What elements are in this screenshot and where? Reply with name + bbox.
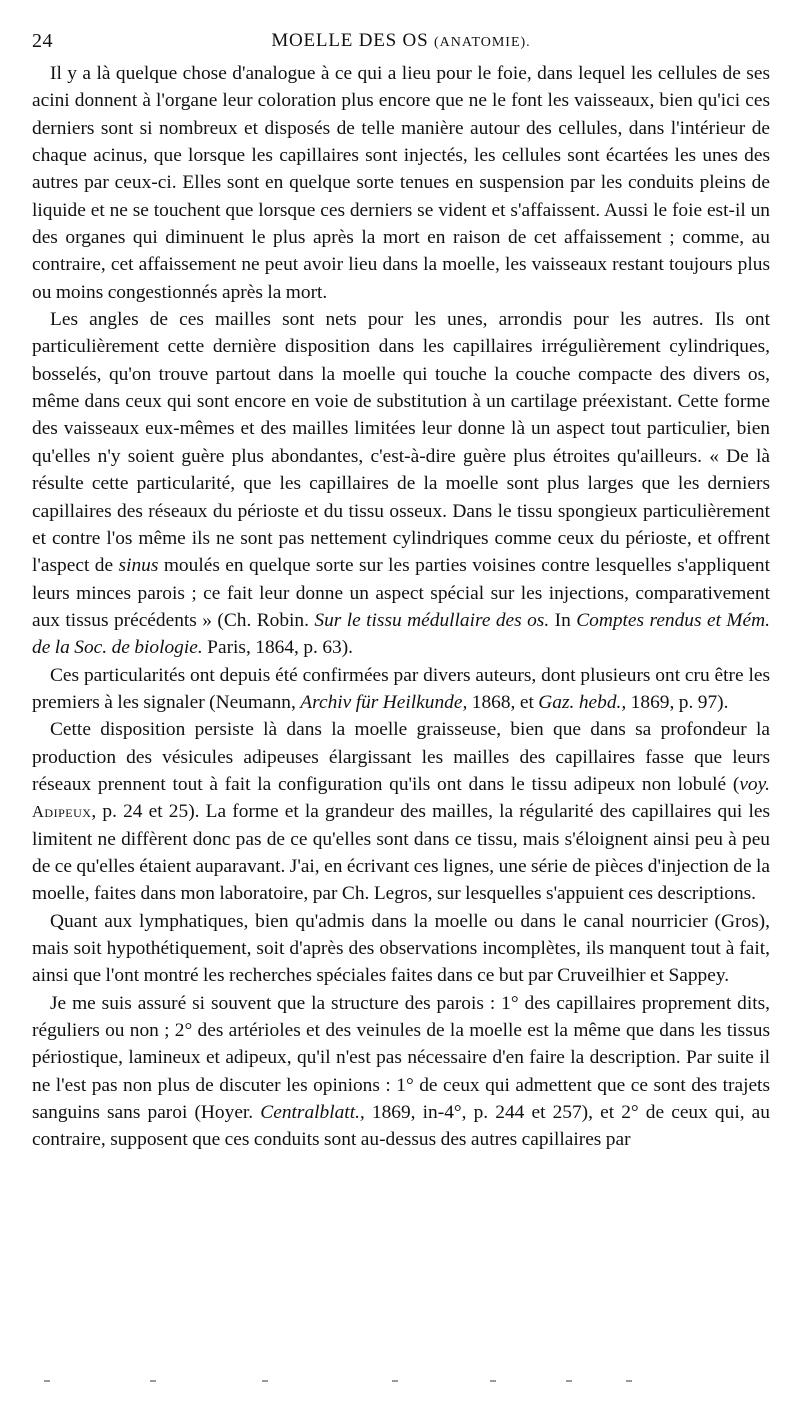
scan-mark [262,1380,268,1382]
paragraph-6 [32,990,770,1154]
paragraph-2-reference-title: Sur le tissu médullaire des os. [314,609,550,631]
paragraph-2 [32,306,770,661]
paragraph-4-text-c: , p. 24 et 25). La forme et la grandeur des mailles, la régularité des capillaires qui les limitent ne diffèrent donc pas de ce qu'elles sont dans ce tissu, mais s'éloignent ainsi peu à peu de ce qu'elles étaient auparavant. J'ai, en écrivant ces lignes, une série de pièces d'injection de la moelle, faites dans mon laboratoire, par Ch. Legros, sur lesquelles s'appuient ces descriptions. [32,801,770,905]
running-title-text: MOELLE DES OS [271,30,429,51]
scan-mark [626,1380,632,1382]
paragraph-2-reference-journal: Comptes rendus et Mém. de la Soc. de biologie. [32,609,770,659]
paragraph-3-text-a: Ces particularités ont depuis été confirmées par divers auteurs, dont plusieurs ont cru être les premiers à les signaler (Neumann, [32,664,770,713]
paragraph-6-text-b: 1869, in-4°, p. 244 et 257), et 2° de ceux qui, au contraire, supposent que ces conduits sont au-dessus des autres capillaires par [32,1102,770,1151]
paragraph-4 [32,716,770,907]
body-text [32,60,770,1154]
paragraph-3-journal-1: Archiv für Heilkunde, [300,691,468,713]
page-number: 24 [32,30,53,52]
paragraph-1-text: Il y a là quelque chose d'analogue à ce qui a lieu pour le foie, dans lequel les cellules de ses acini donnent à l'organe leur coloration plus encore que ne le font les vaisseaux, bien qu'ici ces derniers sont si nombreux et disposés de telle manière autour des cellules, dans l'intérieur de chaque acinus, que lorsque les capillaires sont injectés, les cellules sont écartées les unes des autres par ceux-ci. Elles sont en quelque sorte tenues en suspension par les conduits pleins de liquide et ne se touchent que lorsque ces derniers se vident et s'affaissent. Aussi le foie est-il un des organes qui diminuent le plus après la mort en raison de cet affaissement ; comme, au contraire, cet affaissement ne peut avoir lieu dans la moelle, les vaisseaux restant toujours plus ou moins congestionnés après la mort. [32,63,770,303]
paragraph-1 [32,60,770,306]
paragraph-3 [32,662,770,717]
paragraph-2-text-c: In [549,609,577,631]
scan-mark [490,1380,496,1382]
scan-mark [392,1380,398,1382]
paragraph-2-sinus: sinus [118,555,159,577]
document-page [32,26,770,1154]
paragraph-3-text-b: 1868, et [467,691,539,713]
running-title [32,30,770,52]
paragraph-2-text-d: Paris, 1864, p. 63). [202,637,354,659]
paragraph-5 [32,908,770,990]
paragraph-2-text-a: Les angles de ces mailles sont nets pour les unes, arrondis pour les autres. Ils ont particulièrement cette dernière disposition dans les capillaires irrégulièrement cylindriques, bosselés, qu'on trouve partout dans la moelle qui touche la couche compacte des divers os, même dans ceux qui sont encore en voie de substitution à un cartilage préexistant. Cette forme des vaisseaux eux-mêmes et des mailles limitées leur donne là un aspect tout particulier, bien qu'elles n'y soient guère plus abondantes, c'est-à-dire guère plus étroites qu'ailleurs. « De là résulte cette particularité, que les capillaires de la moelle sont plus larges que les derniers capillaires des réseaux du périoste et du tissu osseux. Dans le tissu spongieux particulièrement et contre l'os même ils ne sont pas nettement cylindriques comme ceux du périoste, et offrent l'aspect de [32,309,770,577]
paragraph-4-adipeux: Adipeux [32,802,92,822]
paragraph-4-text-a: Cette disposition persiste là dans la moelle graisseuse, bien que dans sa profondeur la production des vésicules adipeuses élargissant les mailles des capillaires fasse que leurs réseaux prennent tout à fait la configuration qu'ils ont dans le tissu adipeux non lobulé ( [32,719,770,795]
scan-mark [566,1380,572,1382]
scan-mark [150,1380,156,1382]
paragraph-3-journal-2: Gaz. hebd., [538,691,627,713]
page-header [32,26,770,60]
running-title-section: (ANATOMIE). [434,35,531,50]
paragraph-2-text-b: moulés en quelque sorte sur les parties voisines contre lesquelles s'appliquent leurs minces parois ; ce fait leur donne un aspect spécial sur les injections, comparativement aux tissus précédents » (Ch. Robin. [32,555,770,631]
footer-scan-marks [0,1380,800,1388]
scan-mark [44,1380,50,1382]
paragraph-5-text: Quant aux lymphatiques, bien qu'admis dans la moelle ou dans le canal nourricier (Gros), mais soit hypothétiquement, soit d'après des observations incomplètes, ils manquent tout à fait, ainsi que l'ont montré les recherches spéciales faites dans ce but par Cruveilhier et Sappey. [32,910,770,987]
paragraph-6-journal: Centralblatt., [260,1102,365,1124]
paragraph-3-text-c: 1869, p. 97). [626,691,729,713]
paragraph-4-voy: voy. [739,773,770,795]
paragraph-6-text-a: Je me suis assuré si souvent que la structure des parois : 1° des capillaires proprement dits, réguliers ou non ; 2° des artérioles et des veinules de la moelle est la même que dans les tissus périostique, lamineux et adipeux, qu'il n'est pas nécessaire d'en faire la description. Par suite il ne l'est pas non plus de discuter les opinions : 1° de ceux qui admettent que ce sont des trajets sanguins sans paroi (Hoyer. [32,992,770,1124]
